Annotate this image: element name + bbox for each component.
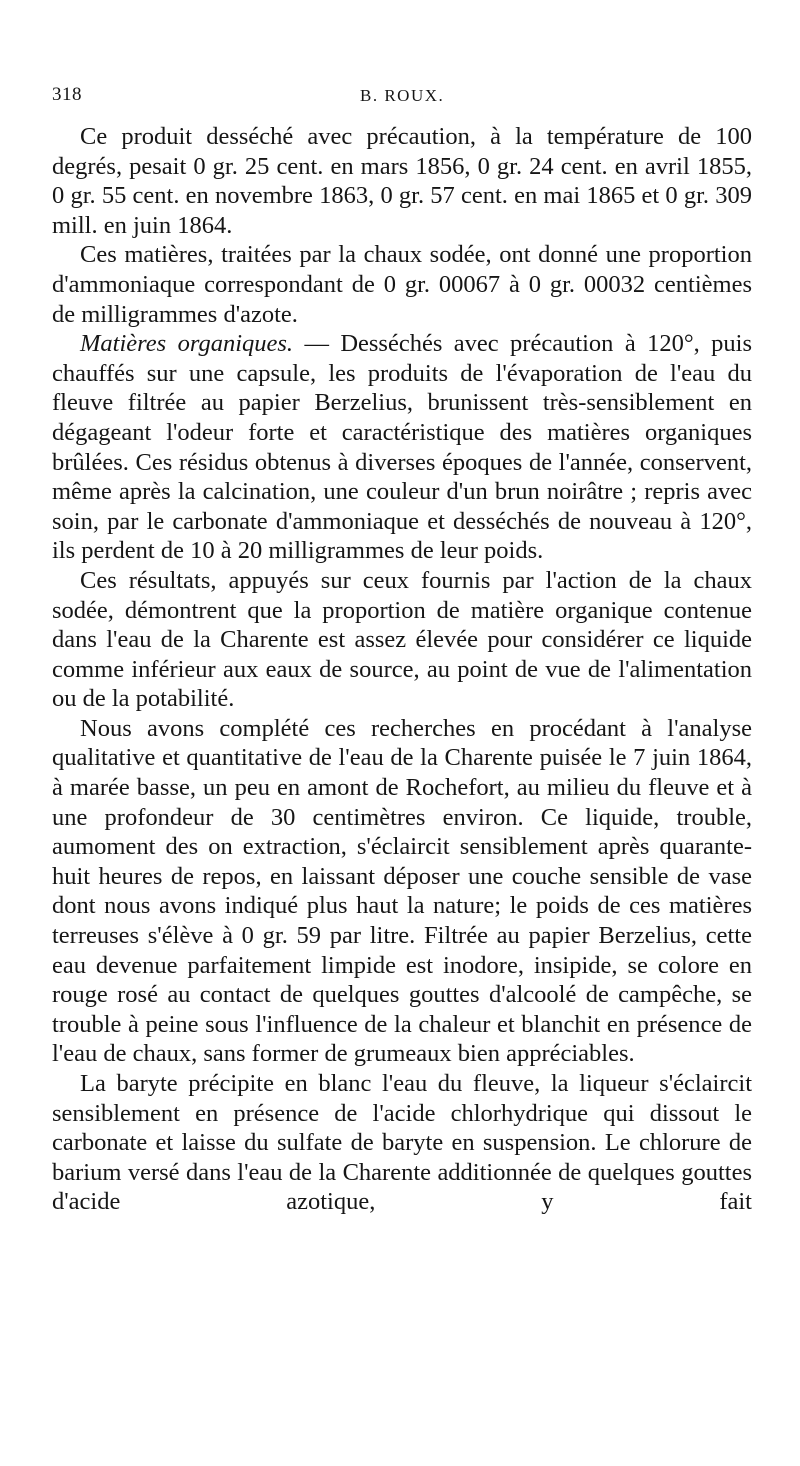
paragraph-5: Nous avons complété ces recherches en procédant à l'analyse qualitative et quantitative de l'eau de la Charente puisée le 7 juin 1864, à marée basse, un peu en amont de Rochefort, au milieu du fleuve et à une profondeur de 30 centimètres environ. Ce liquide, trouble, aumoment des on extraction, s'éclaircit sensiblement après quarante-huit heures de repos, en laissant déposer une couche sensible de vase dont nous avons indiqué plus haut la nature; le poids de ces matières terreuses s'élève à 0 gr. 59 par litre. Filtrée au papier Berzelius, cette eau devenue parfaitement limpide est inodore, insipide, se colore en rouge rosé au contact de quelques gouttes d'alcoolé de campêche, se trouble à peine sous l'influence de la chaleur et blanchit en présence de l'eau de chaux, sans former de grumeaux bien appréciables. [52,714,752,1068]
paragraph-3 [52,329,752,566]
paragraph-2: Ces matières, traitées par la chaux sodée, ont donné une proportion d'ammoniaque correspondant de 0 gr. 00067 à 0 gr. 00032 centièmes de milligrammes d'azote. [52,241,752,328]
page-number: 318 [52,84,82,105]
paragraph-4: Ces résultats, appuyés sur ceux fournis par l'action de la chaux sodée, démontrent que la proportion de matière organique contenue dans l'eau de la Charente est assez élevée pour considérer ce liquide comme inférieur aux eaux de source, au point de vue de l'alimentation ou de la potabilité. [52,566,752,713]
body-text [52,122,752,1217]
page-header [52,84,752,118]
paragraph-1: Ce produit desséché avec précaution, à la température de 100 degrés, pesait 0 gr. 25 cent. en mars 1856, 0 gr. 24 cent. en avril 1855, 0 gr. 55 cent. en novembre 1863, 0 gr. 57 cent. en mai 1865 et 0 gr. 309 mill. en juin 1864. [52,123,752,239]
paragraph-6: La baryte précipite en blanc l'eau du fleuve, la liqueur s'éclaircit sensiblement en présence de l'acide chlorhydrique qui dissout le carbonate et laisse du sulfate de baryte en suspension. Le chlorure de barium versé dans l'eau de la Charente additionnée de quelques gouttes d'acide azotique, y fait [52,1070,752,1216]
running-head: B. ROUX. [360,86,445,105]
section-lead-heading: Matières organiques. [80,330,294,358]
paragraph-3-text: — Desséchés avec précaution à 120°, puis chauffés sur une capsule, les produits de l'évaporation de l'eau du fleuve filtrée au papier Berzelius, brunissent très-sensiblement en dégageant l'odeur forte et caractéristique des matières organiques brûlées. Ces résidus obtenus à diverses époques de l'année, conservent, même après la calcination, une couleur d'un brun noirâtre ; repris avec soin, par le carbonate d'ammoniaque et desséchés de nouveau à 120°, ils perdent de 10 à 20 milligrammes de leur poids. [52,330,752,565]
